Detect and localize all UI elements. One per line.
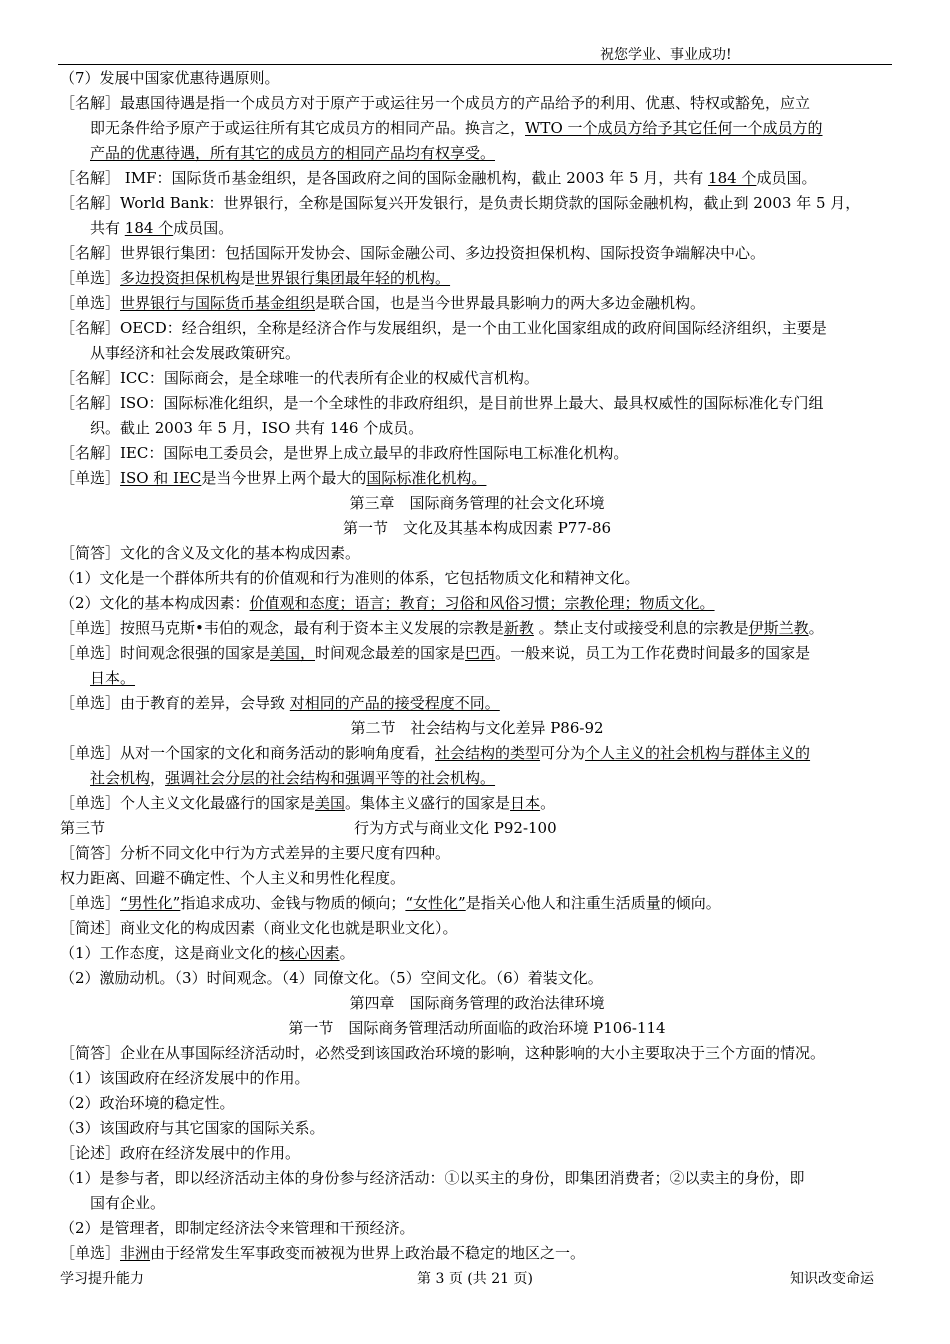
text-span: 国有企业。 <box>90 1194 166 1212</box>
section-heading <box>60 716 894 741</box>
section-heading <box>60 491 894 516</box>
text-span: ［单选］ <box>60 894 121 912</box>
text-line <box>60 1066 894 1091</box>
text-span: ［单选］ <box>60 1244 121 1262</box>
text-line <box>60 666 894 691</box>
text-span: 即无条件给予原产于或运往所有其它成员方的相同产品。换言之， <box>90 119 526 137</box>
underlined-key-term: 社会机构 <box>90 769 151 787</box>
text-span: 可分为 <box>540 744 586 762</box>
text-span: （2）文化的基本构成因素： <box>60 594 250 612</box>
text-span: ［名解］ICC：国际商会，是全球唯一的代表所有企业的权威代言机构。 <box>60 369 539 387</box>
text-span: 第四章 国际商务管理的政治法律环境 <box>349 994 605 1012</box>
text-line <box>60 1141 894 1166</box>
document-body <box>60 66 894 1266</box>
text-span: 第一节 国际商务管理活动所面临的政治环境 P106-114 <box>288 1019 666 1037</box>
text-line <box>60 616 894 641</box>
text-line <box>60 241 894 266</box>
section-heading <box>60 816 894 841</box>
text-span: 第三章 国际商务管理的社会文化环境 <box>349 494 605 512</box>
text-span: 第二节 社会结构与文化差异 P86-92 <box>350 719 604 737</box>
underlined-key-term: ISO 和 IEC <box>120 469 202 487</box>
text-line <box>60 391 894 416</box>
text-line <box>60 1216 894 1241</box>
underlined-key-term: 核心因素 <box>279 944 340 962</box>
text-span: ［论述］政府在经济发展中的作用。 <box>60 1144 301 1162</box>
text-span: （2）激励动机。（3）时间观念。（4）同僚文化。（5）空间文化。（6）着装文化。 <box>60 969 603 987</box>
text-span: （3）该国政府与其它国家的国际关系。 <box>60 1119 325 1137</box>
text-span: ［单选］个人主义文化最盛行的国家是 <box>60 794 316 812</box>
text-span: ［单选］ <box>60 294 121 312</box>
underlined-key-term: 国际标准化机构。 <box>366 469 487 487</box>
text-span: ［简答］文化的含义及文化的基本构成因素。 <box>60 544 361 562</box>
text-span: （1）工作态度，这是商业文化的 <box>60 944 280 962</box>
underlined-key-term: 非洲 <box>120 1244 151 1262</box>
section-heading <box>60 1016 894 1041</box>
text-span: ［单选］ <box>60 469 121 487</box>
text-line <box>60 266 894 291</box>
text-span: ［单选］时间观念很强的国家是 <box>60 644 271 662</box>
text-line <box>60 141 894 166</box>
text-span: ［名解］OECD：经合组织，全称是经济合作与发展组织，是一个由工业化国家组成的政府间国际经济组织，主要是 <box>60 319 827 337</box>
text-line <box>60 1241 894 1266</box>
text-span: 是联合国，也是当今世界最具影响力的两大多边金融机构。 <box>315 294 706 312</box>
text-span: ［名解］ IMF：国际货币基金组织，是各国政府之间的国际金融机构，截止 2003 年 5 月，共有 <box>60 169 709 187</box>
text-line <box>60 791 894 816</box>
underlined-key-term: “男性化” <box>120 894 181 912</box>
header-divider <box>58 64 892 65</box>
text-span: 。 <box>808 619 824 637</box>
text-span: （2）政治环境的稳定性。 <box>60 1094 235 1112</box>
text-line <box>60 466 894 491</box>
underlined-key-term: 世界银行与国际货币基金组织 <box>120 294 316 312</box>
text-span: ［名解］World Bank：世界银行，全称是国际复兴开发银行，是负责长期贷款的国际金融机构，截止到 2003 年 5 月， <box>60 194 861 212</box>
text-span: 。集体主义盛行的国家是 <box>345 794 511 812</box>
text-line <box>60 841 894 866</box>
text-line <box>60 641 894 666</box>
text-span: （1）文化是一个群体所共有的价值观和行为准则的体系，它包括物质文化和精神文化。 <box>60 569 640 587</box>
text-span: ， <box>150 769 166 787</box>
text-line <box>60 941 894 966</box>
text-line <box>60 166 894 191</box>
text-line <box>60 341 894 366</box>
text-span: 指追求成功、金钱与物质的倾向； <box>180 894 406 912</box>
section-heading <box>60 991 894 1016</box>
text-span: 是指关心他人和注重生活质量的倾向。 <box>465 894 721 912</box>
text-line <box>60 91 894 116</box>
underlined-key-term: 184 个 <box>124 219 174 237</box>
text-span: ［名解］最惠国待遇是指一个成员方对于原产于或运往另一个成员方的产品给予的利用、优惠、特权或豁免，应立 <box>60 94 811 112</box>
section-title: 行为方式与商业文化 P92-100 <box>354 819 557 837</box>
text-span: ［简答］企业在从事国际经济活动时，必然受到该国政治环境的影响，这种影响的大小主要取决于三个方面的情况。 <box>60 1044 826 1062</box>
underlined-key-term: WTO 一个成员方给予其它任何一个成员方的 <box>525 119 823 137</box>
underlined-key-term: 产品的优惠待遇，所有其它的成员方的相同产品均有权享受。 <box>90 144 496 162</box>
text-line <box>60 966 894 991</box>
underlined-key-term: 日本 <box>510 794 541 812</box>
text-line <box>60 316 894 341</box>
text-span: 。一般来说，员工为工作花费时间最多的国家是 <box>495 644 811 662</box>
text-span: ［简答］分析不同文化中行为方式差异的主要尺度有四种。 <box>60 844 451 862</box>
section-number: 第三节 <box>60 819 106 837</box>
footer-right-text: 知识改变命运 <box>790 1271 874 1287</box>
text-span: ［名解］世界银行集团：包括国际开发协会、国际金融公司、多边投资担保机构、国际投资争端解决中心。 <box>60 244 766 262</box>
text-span: （7）发展中国家优惠待遇原则。 <box>60 69 280 87</box>
text-span: 从事经济和社会发展政策研究。 <box>90 344 301 362</box>
text-line <box>60 866 894 891</box>
text-span: 。 <box>540 794 556 812</box>
text-span: ［单选］从对一个国家的文化和商务活动的影响角度看， <box>60 744 436 762</box>
underlined-key-term: 巴西 <box>465 644 496 662</box>
text-line <box>60 216 894 241</box>
text-line <box>60 366 894 391</box>
text-line <box>60 741 894 766</box>
header-motto: 祝您学业、事业成功! <box>600 47 732 63</box>
section-heading <box>60 516 894 541</box>
text-line <box>60 1191 894 1216</box>
text-line <box>60 441 894 466</box>
text-line <box>60 916 894 941</box>
text-span: ［单选］由于教育的差异，会导致 <box>60 694 290 712</box>
text-span: 。禁止支付或接受利息的宗教是 <box>533 619 749 637</box>
footer-left-text: 学习提升能力 <box>60 1271 144 1287</box>
underlined-key-term: 世界银行集团最年轻的机构。 <box>255 269 451 287</box>
underlined-key-term: 美国， <box>270 644 316 662</box>
text-line <box>60 541 894 566</box>
text-line <box>60 691 894 716</box>
text-line <box>60 1041 894 1066</box>
text-span: ［名解］IEC：国际电工委员会，是世界上成立最早的非政府性国际电工标准化机构。 <box>60 444 629 462</box>
text-span: ［单选］按照马克斯•韦伯的观念，最有利于资本主义发展的宗教是 <box>60 619 504 637</box>
text-line <box>60 1091 894 1116</box>
text-line <box>60 66 894 91</box>
text-line <box>60 416 894 441</box>
text-line <box>60 116 894 141</box>
underlined-key-term: 184 个 <box>708 169 757 187</box>
underlined-key-term: 强调社会分层的社会结构和强调平等的社会机构。 <box>165 769 496 787</box>
underlined-key-term: 日本。 <box>90 669 136 687</box>
text-span: 成员国。 <box>173 219 234 237</box>
text-line <box>60 291 894 316</box>
text-line <box>60 1116 894 1141</box>
underlined-key-term: 伊斯兰教 <box>748 619 809 637</box>
text-line <box>60 566 894 591</box>
text-span: 权力距离、回避不确定性、个人主义和男性化程度。 <box>60 869 406 887</box>
text-span: 时间观念最差的国家是 <box>315 644 466 662</box>
text-line <box>60 591 894 616</box>
text-span: （2）是管理者，即制定经济法令来管理和干预经济。 <box>60 1219 415 1237</box>
text-line <box>60 766 894 791</box>
text-span: 织。截止 2003 年 5 月，ISO 共有 146 个成员。 <box>90 419 424 437</box>
text-span: 是当今世界上两个最大的 <box>201 469 367 487</box>
text-line <box>60 891 894 916</box>
text-span: 由于经常发生军事政变而被视为世界上政治最不稳定的地区之一。 <box>150 1244 586 1262</box>
page-number: 第 3 页 (共 21 页) <box>417 1271 533 1287</box>
text-line <box>60 1166 894 1191</box>
text-line <box>60 191 894 216</box>
underlined-key-term: 多边投资担保机构 <box>120 269 241 287</box>
underlined-key-term: “女性化” <box>405 894 466 912</box>
text-span: ［名解］ISO：国际标准化组织，是一个全球性的非政府组织，是目前世界上最大、最具权威性的国际标准化专门组 <box>60 394 824 412</box>
text-span: ［单选］ <box>60 269 121 287</box>
underlined-key-term: 价值观和态度；语言；教育；习俗和风俗习惯；宗教伦理；物质文化。 <box>249 594 715 612</box>
text-span: 第一节 文化及其基本构成因素 P77-86 <box>342 519 612 537</box>
underlined-key-term: 社会结构的类型 <box>435 744 541 762</box>
underlined-key-term: 美国 <box>315 794 346 812</box>
text-span: 成员国。 <box>756 169 817 187</box>
underlined-key-term: 对相同的产品的接受程度不同。 <box>289 694 500 712</box>
text-span: （1）该国政府在经济发展中的作用。 <box>60 1069 310 1087</box>
text-span: 是 <box>240 269 256 287</box>
text-span: 。 <box>339 944 355 962</box>
text-span: 共有 <box>90 219 125 237</box>
underlined-key-term: 个人主义的社会机构与群体主义的 <box>585 744 811 762</box>
text-span: （1）是参与者，即以经济活动主体的身份参与经济活动：①以买主的身份，即集团消费者；②以卖主的身份，即 <box>60 1169 805 1187</box>
underlined-key-term: 新教 <box>503 619 534 637</box>
text-span: ［简述］商业文化的构成因素（商业文化也就是职业文化）。 <box>60 919 458 937</box>
